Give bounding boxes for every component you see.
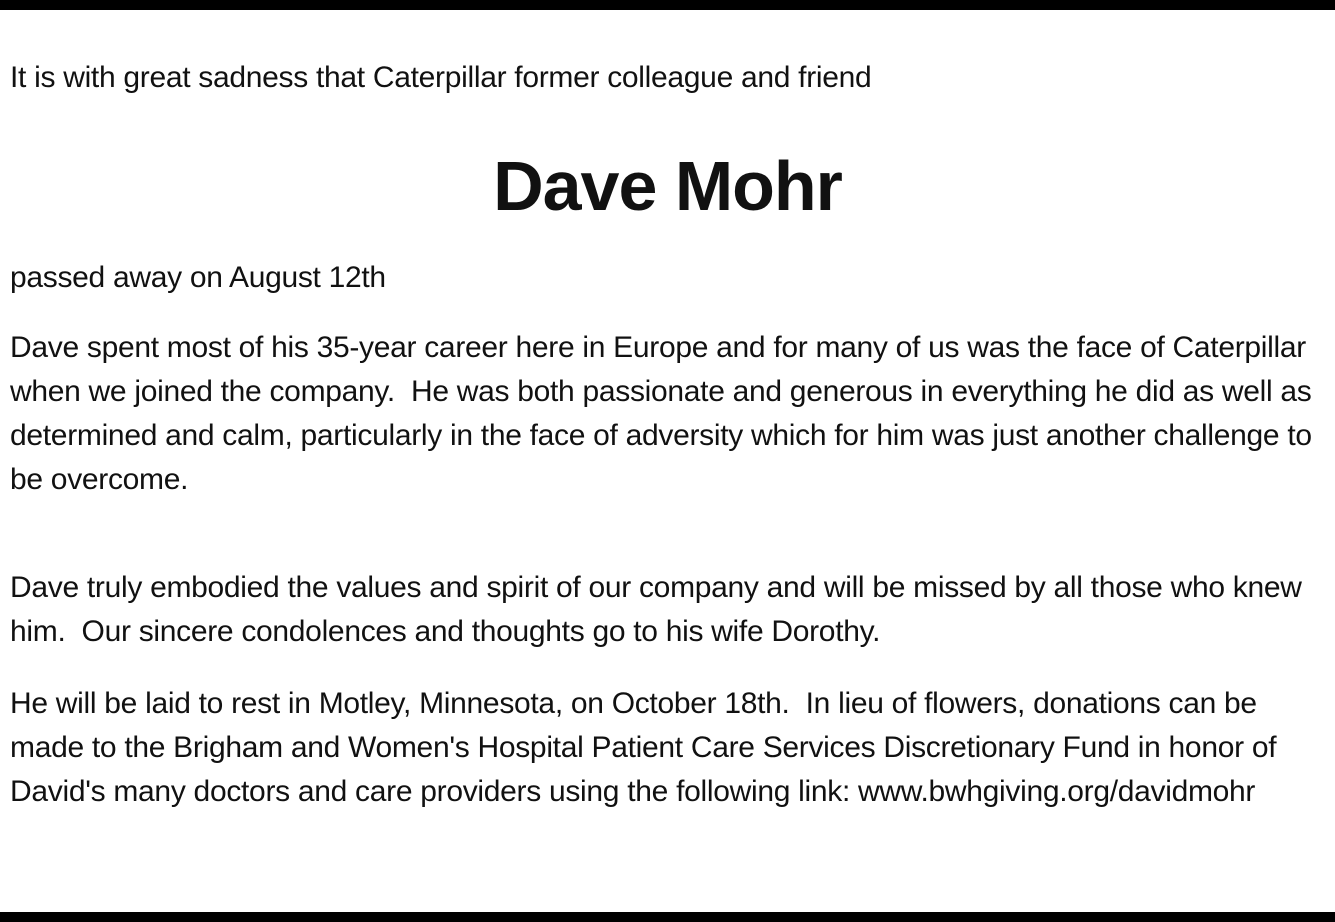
paragraph-career: Dave spent most of his 35-year career here in Europe and for many of us was the face of Caterpillar when we joined the company. He was both passionate and generous in everything he did as well as determined and calm, particularly in the face of adversity which for him was just another challenge to be overcome. [10, 331, 1320, 496]
passing-date-text: passed away on August 12th [10, 261, 386, 294]
paragraph-funeral-and-donation-link: He will be laid to rest in Motley, Minnesota, on October 18th. In lieu of flowers, donations can be made to the Brigham and Women's Hospital Patient Care Services Discretionary Fund in honor of David's many doctors and care providers using the following link: www.bwhgiving.org/davidmohr [10, 687, 1285, 808]
bottom-black-bar [0, 912, 1335, 922]
announcement-body [0, 10, 1335, 814]
intro-text: It is with great sadness that Caterpillar former colleague and friend [10, 61, 872, 94]
deceased-name-heading: Dave Mohr [493, 147, 842, 225]
top-black-bar [0, 0, 1335, 10]
paragraph-tribute: Dave truly embodied the values and spirit of our company and will be missed by all those who knew him. Our sincere condolences and thoughts go to his wife Dorothy. [10, 571, 1310, 648]
